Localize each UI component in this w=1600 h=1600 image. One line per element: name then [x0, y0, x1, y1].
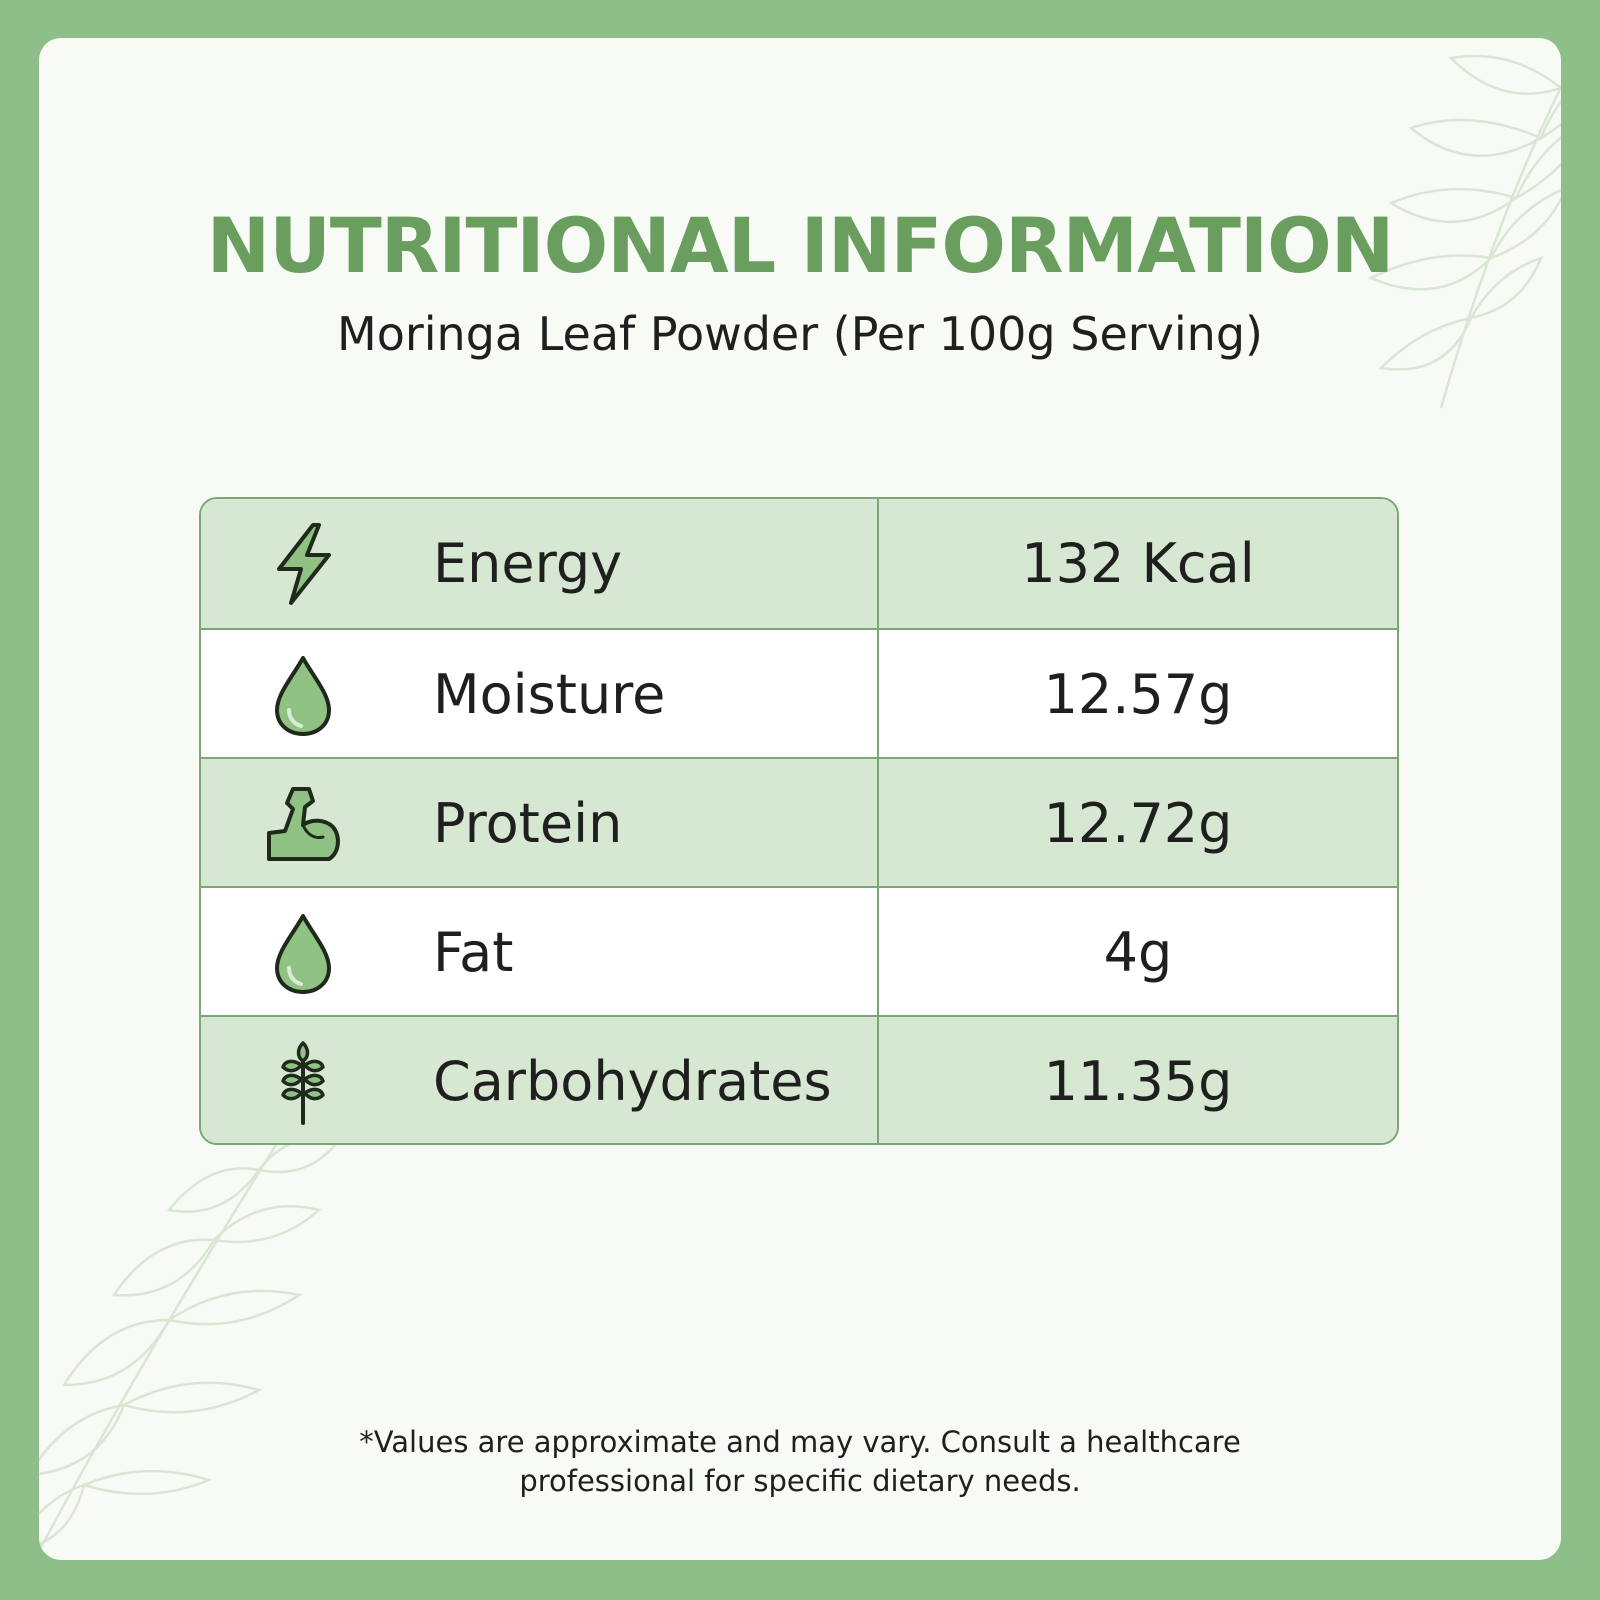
nutrient-label: Moisture — [433, 663, 666, 726]
nutrient-value: 132 Kcal — [1021, 532, 1255, 595]
table-row-protein — [201, 757, 1397, 886]
fat-drop-icon — [263, 910, 343, 996]
wheat-icon — [263, 1039, 343, 1125]
disclaimer-footnote — [39, 1423, 1561, 1501]
footnote-line: *Values are approximate and may vary. Consult a healthcare — [359, 1425, 1241, 1459]
nutrient-label: Carbohydrates — [433, 1050, 832, 1113]
page-title: NUTRITIONAL INFORMATION — [206, 201, 1394, 290]
water-drop-icon — [263, 652, 343, 738]
table-row-fat — [201, 886, 1397, 1015]
nutrient-label: Energy — [433, 532, 623, 595]
nutrition-card — [39, 38, 1561, 1560]
nutrition-table — [199, 497, 1399, 1145]
page-subtitle: Moringa Leaf Powder (Per 100g Serving) — [337, 307, 1263, 361]
footnote-line: professional for specific dietary needs. — [519, 1464, 1081, 1498]
table-row-energy — [201, 499, 1397, 628]
nutrient-label: Protein — [433, 792, 623, 855]
nutrient-label: Fat — [433, 921, 514, 984]
table-row-moisture — [201, 628, 1397, 757]
nutrient-value: 12.72g — [1043, 792, 1233, 855]
nutrient-value: 12.57g — [1043, 663, 1233, 726]
flexed-arm-icon — [263, 781, 343, 867]
nutrient-value: 11.35g — [1043, 1050, 1233, 1113]
table-row-carbohydrates — [201, 1015, 1397, 1144]
lightning-icon — [263, 521, 343, 607]
nutrient-value: 4g — [1103, 921, 1173, 984]
